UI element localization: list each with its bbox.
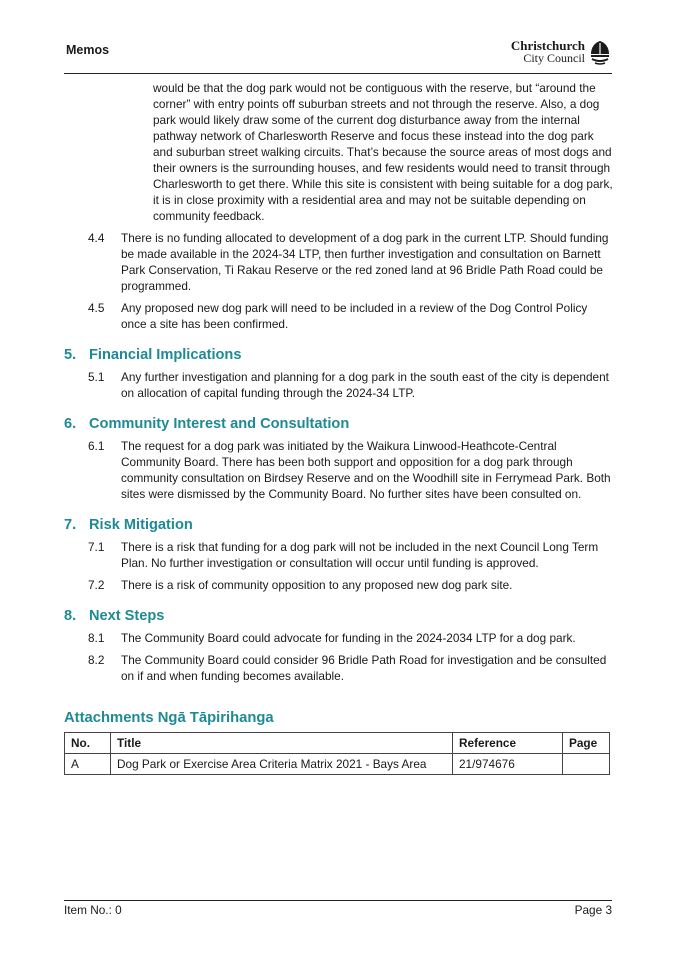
numbered-paragraph: [64, 230, 612, 294]
paragraph-number: 4.4: [88, 231, 105, 245]
numbered-paragraph: [64, 438, 612, 502]
logo-line-2: City Council: [523, 51, 585, 65]
cell-title: Dog Park or Exercise Area Criteria Matrix 2021 - Bays Area: [111, 754, 453, 775]
column-header-page: Page: [563, 733, 610, 754]
footer-page-number: Page 3: [574, 903, 612, 917]
paragraph-number: 8.2: [88, 653, 105, 667]
paragraph-text: Any further investigation and planning for a dog park in the south east of the city is dependent on allocation of capital funding through the 2024-34 LTP.: [121, 370, 609, 400]
paragraph-number: 4.5: [88, 301, 105, 315]
page-footer: [64, 900, 612, 917]
numbered-paragraph: [64, 539, 612, 571]
paragraph-number: 7.2: [88, 578, 105, 592]
cell-page: [563, 754, 610, 775]
section-heading: [64, 416, 612, 432]
header-title: Memos: [66, 43, 110, 57]
numbered-paragraph: [64, 369, 612, 401]
paragraph-text: There is no funding allocated to development of a dog park in the current LTP. Should funding be made available in the 2024-34 LTP, then further investigation and consultation on Barnett Park Conservation, Ti Rakau Reserve or the red zoned land at 96 Bridle Path Road could be programmed.: [121, 231, 609, 293]
paragraph-text: Any proposed new dog park will need to be included in a review of the Dog Control Policy once a site has been confirmed.: [121, 301, 588, 331]
memo-body: [64, 80, 612, 684]
section-number: 6.: [64, 416, 77, 432]
column-header-title: Title: [111, 733, 453, 754]
footer-item-number: Item No.: 0: [64, 903, 122, 917]
section-heading: [64, 517, 612, 533]
paragraph-number: 7.1: [88, 540, 105, 554]
cell-reference: 21/974676: [453, 754, 563, 775]
council-leaf-icon: [588, 40, 612, 66]
logo-line-1: Christchurch: [510, 38, 585, 53]
paragraph-text: There is a risk of community opposition to any proposed new dog park site.: [121, 578, 513, 592]
paragraph-text: The Community Board could advocate for funding in the 2024-2034 LTP for a dog park.: [121, 631, 576, 645]
attachments-heading: Attachments Ngā Tāpirihanga: [64, 710, 274, 726]
section-number: 8.: [64, 608, 77, 624]
page-header: [64, 40, 612, 74]
column-header-reference: Reference: [453, 733, 563, 754]
paragraph-number: 6.1: [88, 439, 105, 453]
section-number: 5.: [64, 347, 77, 363]
section-title: Community Interest and Consultation: [89, 416, 350, 432]
numbered-paragraph: [64, 652, 612, 684]
section-title: Risk Mitigation: [89, 517, 193, 533]
continued-paragraph: would be that the dog park would not be contiguous with the reserve, but “around the corner” with entry points off suburban streets and not through the reserve. Also, a dog park would likely draw some of the current dog disturbance away from the internal pathway network of Charlesworth Reserve and focus these instead into the dog park and suburban street walking circuits. That’s because the source areas of most dogs and their owners is the surrounding houses, and few residents would need to transit through Charlesworth to get there. While this site is consistent with being suitable for a dog park, it is in close proximity with a residential area and may not be suitable depending on community feedback.: [153, 81, 613, 223]
paragraph-text: The Community Board could consider 96 Bridle Path Road for investigation and be consulted on if and when funding becomes available.: [121, 653, 607, 683]
column-header-no: No.: [65, 733, 111, 754]
section-number: 7.: [64, 517, 77, 533]
numbered-paragraph: [64, 577, 612, 593]
section-title: Next Steps: [89, 608, 165, 624]
section-heading: [64, 608, 612, 624]
paragraph-text: There is a risk that funding for a dog park will not be included in the next Council Long Term Plan. No further investigation or consultation will occur until funding is approved.: [121, 540, 599, 570]
section-title: Financial Implications: [89, 347, 242, 363]
council-logo: [511, 40, 612, 66]
table-row: [65, 754, 610, 775]
paragraph-text: The request for a dog park was initiated by the Waikura Linwood-Heathcote-Central Community Board. There has been both support and opposition for a dog park through community consultation on Birdsey Reserve and on the Woodhill site in Ferrymead Park. Both sites were dismissed by the Community Board. No further sites have been consulted on.: [121, 439, 611, 501]
cell-no: A: [65, 754, 111, 775]
section-4-paragraphs: [64, 230, 612, 332]
numbered-paragraph: [64, 300, 612, 332]
paragraph-number: 5.1: [88, 370, 105, 384]
attachments-table: [64, 732, 610, 775]
memo-sections: [64, 347, 612, 684]
table-header-row: [65, 733, 610, 754]
paragraph-number: 8.1: [88, 631, 105, 645]
section-heading: [64, 347, 612, 363]
numbered-paragraph: [64, 630, 612, 646]
